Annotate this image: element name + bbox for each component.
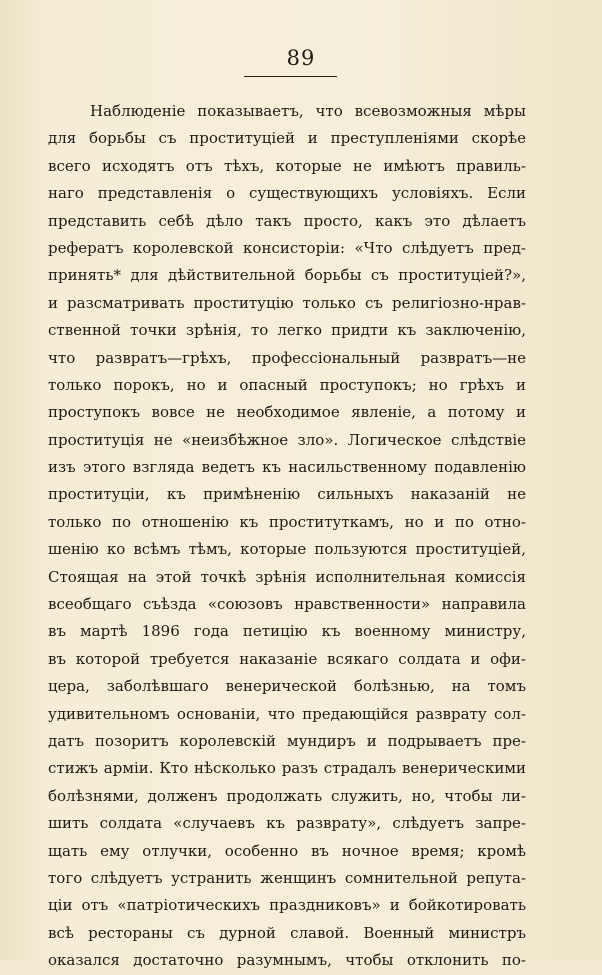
text-line: стижъ арміи. Кто нѣсколько разъ страдалъ венерическими (48, 759, 526, 778)
text-line: удивительномъ основаніи, что предающійся разврату сол- (48, 704, 526, 723)
text-line: для борьбы съ проституціей и преступленіями скорѣе (48, 129, 526, 148)
text-line: наго представленія о существующихъ условіяхъ. Если (48, 184, 526, 203)
header-rule (244, 76, 337, 77)
text-line: Стоящая на этой точкѣ зрѣнія исполнительная комиссія (48, 567, 526, 586)
text-line: принять* для дѣйствительной борьбы съ проституціей?», (48, 266, 526, 285)
text-line: болѣзнями, долженъ продолжать служить, но, чтобы ли- (48, 786, 526, 805)
text-line: ціи отъ «патріотическихъ праздниковъ» и бойкотировать (48, 896, 526, 915)
text-line: оказался достаточно разумнымъ, чтобы отклонить по- (48, 951, 526, 970)
text-line: всеобщаго съѣзда «союзовъ нравственности» направила (48, 595, 526, 614)
text-line: представить себѣ дѣло такъ просто, какъ это дѣлаетъ (48, 211, 526, 230)
text-line: проступокъ вовсе не необходимое явленіе, а потому и (48, 403, 526, 422)
text-line-struck: шенію ко всѣмъ тѣмъ, которые пользуются проституціей, (48, 540, 526, 559)
text-line: того слѣдуетъ устранить женщинъ сомнительной репута- (48, 868, 526, 887)
text-line: изъ этого взгляда ведетъ къ насильственному подавленію (48, 458, 526, 477)
text-line: въ которой требуется наказаніе всякаго солдата и офи- (48, 649, 526, 668)
text-line: щать ему отлучки, особенно въ ночное время; кромѣ (48, 841, 526, 860)
text-line: и разсматривать проституцію только съ религіозно-нрав- (48, 293, 526, 312)
text-line: Наблюденіе показываетъ, что всевозможныя мѣры (90, 102, 526, 120)
text-line: датъ позоритъ королевскій мундиръ и подрываетъ пре- (48, 731, 526, 750)
text-line: только порокъ, но и опасный проступокъ; но грѣхъ и (48, 375, 526, 394)
text-line: что развратъ—грѣхъ, профессіональный развратъ—не (48, 348, 526, 367)
text-line: только по отношенію къ проституткамъ, но и по отно- (48, 512, 526, 531)
text-line: въ мартѣ 1896 года петицію къ военному министру, (48, 622, 526, 641)
body-text (48, 98, 526, 975)
text-line: шить солдата «случаевъ къ разврату», слѣдуетъ запре- (48, 814, 526, 833)
page-number: 89 (286, 46, 316, 70)
text-line: рефератъ королевской консисторіи: «Что слѣдуетъ пред- (48, 238, 526, 257)
text-line: проституція не «неизбѣжное зло». Логическое слѣдствіе (48, 430, 526, 449)
text-line: проституціи, къ примѣненію сильныхъ наказаній не (48, 485, 526, 504)
text-line: всѣ рестораны съ дурной славой. Военный министръ (48, 923, 526, 942)
text-line: всего исходятъ отъ тѣхъ, которые не имѣютъ правиль- (48, 156, 526, 175)
text-line: ственной точки зрѣнія, то легко придти къ заключенію, (48, 321, 526, 340)
text-line: цера, заболѣвшаго венерической болѣзнью, на томъ (48, 677, 526, 696)
